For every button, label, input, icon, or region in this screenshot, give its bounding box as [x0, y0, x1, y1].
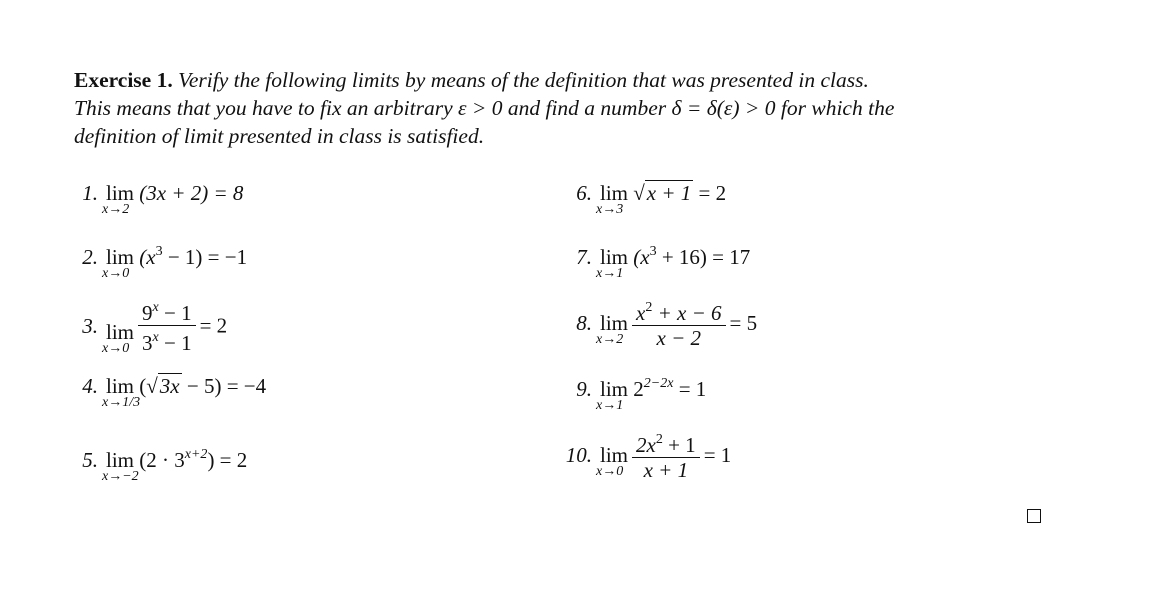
exercise-line-3: definition of limit presented in class is satisfied.: [74, 124, 485, 148]
exercise-heading: Exercise 1.: [74, 68, 173, 92]
limit-item-6: 6. lim x→3 √x + 1 = 2: [576, 181, 727, 217]
limit-item-5: 5. lim x→−2 $(2 \cdot 3^{x+2}) = 2$: [82, 447, 248, 484]
exercise-statement: [74, 66, 1074, 150]
limit-item-7: 7. lim x→1 $(x^3 + 16) = 17$: [576, 244, 751, 281]
limit-item-1: 1. lim x→2 (3x + 2) = 8: [82, 181, 244, 217]
fraction: $\frac{2x^2 + 1}{x + 1}$: [632, 428, 700, 482]
qed-square-icon: [1027, 509, 1041, 523]
limit-item-10: 10. lim x→0 $\frac{2x^2 + 1}{x + 1}$ = 1: [560, 428, 731, 482]
fraction: $\frac{x^2 + x - 6}{x - 2}$: [632, 296, 726, 350]
limit-item-2: 2. lim x→0 $(x^3 - 1) = -1$: [82, 244, 248, 281]
limit-item-8: 8. lim x→2 $\frac{x^2 + x - 6}{x - 2}$ = 5: [560, 296, 757, 350]
limit-item-4: 4. lim x→1/3 (√3x − 5) = −4: [82, 374, 267, 410]
limit-item-3: 3. lim x→0 $\frac{9^x - 1}{3^x - 1}$ = 2: [66, 296, 227, 355]
exercise-line-1: Verify the following limits by means of the definition that was presented in class.: [178, 68, 869, 92]
exercise-line-2: This means that you have to fix an arbitrary ε > 0 and find a number δ = δ(ε) > 0 for which the: [74, 96, 895, 120]
fraction: $\frac{9^x - 1}{3^x - 1}$: [138, 296, 196, 355]
limit-item-9: 9. lim x→1 $2^{2-2x} = 1$: [576, 376, 707, 413]
